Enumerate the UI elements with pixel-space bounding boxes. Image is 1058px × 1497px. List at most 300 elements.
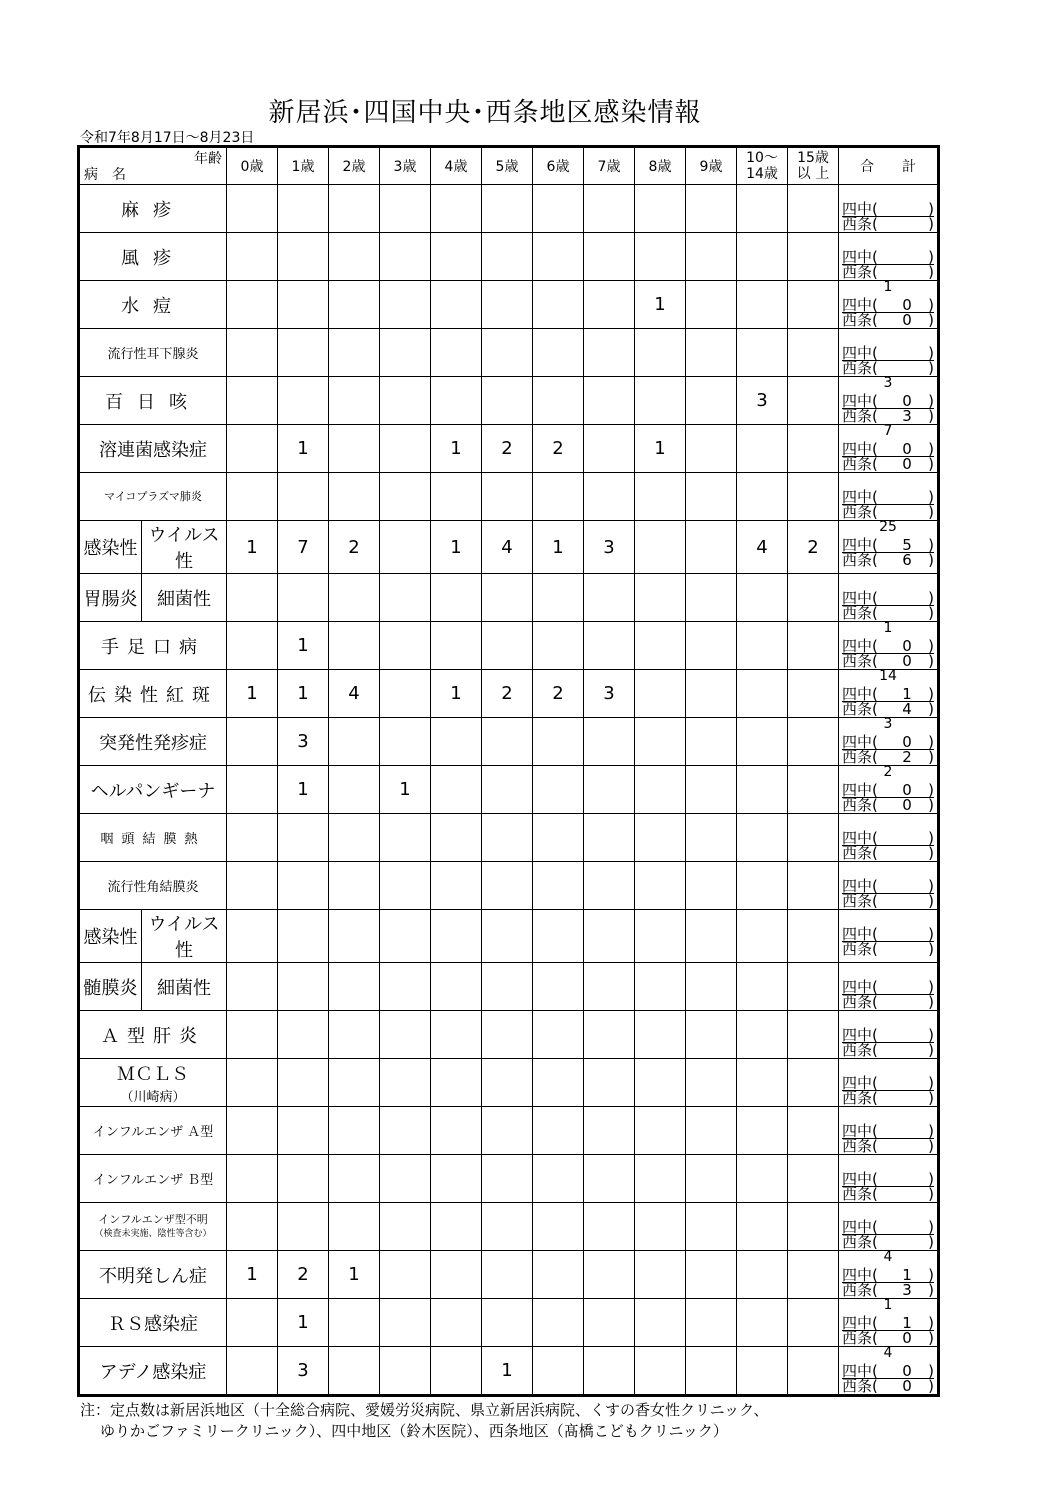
saijo-label: 西条(	[842, 359, 878, 377]
table-row	[79, 766, 939, 814]
count-cell: 1	[278, 766, 329, 814]
infection-table	[77, 145, 940, 1397]
count-cell	[431, 910, 482, 963]
count-cell	[635, 1251, 686, 1299]
shikoku-close: )	[928, 925, 934, 943]
saijo-close: )	[928, 1233, 934, 1251]
saijo-value: 3	[902, 1281, 912, 1299]
saijo-total	[842, 1041, 934, 1059]
count-cell	[737, 1155, 788, 1203]
saijo-close: )	[928, 892, 934, 910]
count-cell: 2	[482, 670, 533, 718]
total-cell	[839, 473, 939, 521]
table-row	[79, 670, 939, 718]
saijo-total	[842, 503, 934, 521]
saijo-label: 西条(	[842, 503, 878, 521]
total-cell	[839, 1059, 939, 1107]
table-row	[79, 574, 939, 622]
count-cell	[227, 377, 278, 425]
count-cell	[737, 329, 788, 377]
shikoku-close: )	[928, 1266, 934, 1284]
table-row	[79, 910, 939, 963]
age-3: 3歳	[380, 147, 431, 185]
count-cell	[431, 963, 482, 1011]
count-cell	[584, 766, 635, 814]
count-cell	[686, 670, 737, 718]
count-cell	[533, 281, 584, 329]
count-cell	[635, 1203, 686, 1251]
shikoku-close: )	[928, 1218, 934, 1236]
count-cell	[329, 281, 380, 329]
table-row	[79, 622, 939, 670]
saijo-close: )	[928, 604, 934, 622]
saijo-label: 西条(	[842, 796, 878, 814]
count-cell	[737, 281, 788, 329]
count-cell	[737, 814, 788, 862]
count-cell	[533, 862, 584, 910]
saijo-close: )	[928, 551, 934, 569]
header-row	[79, 147, 939, 185]
count-cell: 2	[788, 521, 839, 574]
count-cell: 2	[329, 521, 380, 574]
count-cell	[431, 1107, 482, 1155]
count-cell	[482, 862, 533, 910]
saijo-close: )	[928, 652, 934, 670]
saijo-total	[842, 311, 934, 329]
count-cell	[227, 1203, 278, 1251]
total-cell	[839, 233, 939, 281]
count-cell	[380, 185, 431, 233]
count-cell	[329, 1011, 380, 1059]
shikoku-close: )	[928, 488, 934, 506]
count-cell	[431, 766, 482, 814]
count-cell	[686, 1347, 737, 1396]
count-cell	[482, 910, 533, 963]
count-cell	[635, 1299, 686, 1347]
shikoku-label: 四中(	[842, 200, 878, 218]
disease-name: Ａ型肝炎	[79, 1011, 227, 1059]
count-cell	[737, 910, 788, 963]
saijo-close: )	[928, 455, 934, 473]
shikoku-close: )	[928, 829, 934, 847]
count-cell	[584, 233, 635, 281]
disease-group-label: 胃腸炎	[79, 574, 142, 622]
count-cell: 1	[635, 425, 686, 473]
count-cell	[431, 862, 482, 910]
age-1: 1歳	[278, 147, 329, 185]
saijo-label: 西条(	[842, 551, 878, 569]
count-cell	[686, 1107, 737, 1155]
saijo-total	[842, 1233, 934, 1251]
saijo-value: 3	[902, 407, 912, 425]
count-cell	[380, 1251, 431, 1299]
shikoku-value: 1	[902, 1314, 912, 1332]
count-cell	[737, 473, 788, 521]
count-cell	[278, 377, 329, 425]
count-cell	[686, 910, 737, 963]
count-cell	[329, 1299, 380, 1347]
saijo-label: 西条(	[842, 1089, 878, 1107]
count-cell: 3	[278, 1347, 329, 1396]
count-cell	[737, 233, 788, 281]
count-cell	[278, 1203, 329, 1251]
saijo-close: )	[928, 748, 934, 766]
saijo-total	[842, 748, 934, 766]
shikoku-label: 四中(	[842, 488, 878, 506]
shikoku-label: 四中(	[842, 925, 878, 943]
count-cell	[278, 1107, 329, 1155]
count-cell	[686, 1203, 737, 1251]
count-cell	[584, 1107, 635, 1155]
shikoku-label: 四中(	[842, 1218, 878, 1236]
count-cell	[584, 814, 635, 862]
count-cell	[533, 622, 584, 670]
disease-name	[79, 1203, 227, 1251]
total-cell	[839, 910, 939, 963]
disease-name: 手足口病	[79, 622, 227, 670]
disease-name: インフルエンザ Ａ型	[79, 1107, 227, 1155]
count-cell	[482, 622, 533, 670]
count-cell: 1	[278, 425, 329, 473]
total-cell	[839, 1299, 939, 1347]
count-cell	[635, 622, 686, 670]
shikoku-label: 四中(	[842, 1362, 878, 1380]
count-cell	[329, 1155, 380, 1203]
count-cell	[482, 1059, 533, 1107]
shikoku-value: 0	[902, 440, 912, 458]
count-cell	[227, 814, 278, 862]
saijo-close: )	[928, 796, 934, 814]
table-row	[79, 1059, 939, 1107]
count-cell	[686, 622, 737, 670]
count-cell	[329, 622, 380, 670]
count-cell	[278, 862, 329, 910]
count-cell	[431, 814, 482, 862]
report-period: 令和7年8月17日～8月23日	[80, 130, 255, 146]
total-cell	[839, 1347, 939, 1396]
table-row	[79, 1203, 939, 1251]
shikoku-value: 0	[902, 1362, 912, 1380]
shikoku-close: )	[928, 248, 934, 266]
count-cell	[431, 1155, 482, 1203]
count-cell	[431, 185, 482, 233]
count-cell	[635, 574, 686, 622]
count-cell	[788, 473, 839, 521]
saijo-label: 西条(	[842, 407, 878, 425]
count-cell	[227, 963, 278, 1011]
count-cell: 2	[482, 425, 533, 473]
count-cell	[278, 473, 329, 521]
saijo-value: 4	[902, 700, 912, 718]
count-cell	[686, 377, 737, 425]
count-cell	[686, 574, 737, 622]
saijo-label: 西条(	[842, 1137, 878, 1155]
age-2: 2歳	[329, 147, 380, 185]
count-cell	[686, 185, 737, 233]
saijo-close: )	[928, 1377, 934, 1395]
saijo-total	[842, 1281, 934, 1299]
count-cell	[227, 1107, 278, 1155]
count-cell: 4	[329, 670, 380, 718]
count-cell	[533, 1155, 584, 1203]
count-cell	[380, 521, 431, 574]
count-cell	[227, 718, 278, 766]
shikoku-label: 四中(	[842, 392, 878, 410]
shikoku-close: )	[928, 1026, 934, 1044]
disease-name: 不明発しん症	[79, 1251, 227, 1299]
saijo-label: 西条(	[842, 215, 878, 233]
count-cell	[380, 329, 431, 377]
count-cell	[788, 281, 839, 329]
count-cell	[533, 718, 584, 766]
table-row	[79, 281, 939, 329]
disease-name: マイコプラズマ肺炎	[79, 473, 227, 521]
count-cell: 4	[482, 521, 533, 574]
count-cell	[584, 1347, 635, 1396]
disease-name: 水痘	[79, 281, 227, 329]
count-cell: 1	[227, 670, 278, 718]
count-cell	[380, 862, 431, 910]
table-row	[79, 1107, 939, 1155]
count-cell: 4	[737, 521, 788, 574]
count-cell	[431, 1203, 482, 1251]
count-cell	[686, 814, 737, 862]
saijo-close: )	[928, 1281, 934, 1299]
count-cell	[635, 185, 686, 233]
total-cell	[839, 1011, 939, 1059]
count-cell	[737, 622, 788, 670]
total-cell	[839, 670, 939, 718]
count-cell	[533, 185, 584, 233]
count-cell: 1	[482, 1347, 533, 1396]
count-cell	[635, 1155, 686, 1203]
shikoku-label: 四中(	[842, 440, 878, 458]
count-cell	[227, 425, 278, 473]
disease-name-line2: （検査未実施、陰性等含む）	[94, 1228, 212, 1239]
shikoku-close: )	[928, 1314, 934, 1332]
count-cell	[635, 329, 686, 377]
saijo-total	[842, 892, 934, 910]
count-cell	[329, 185, 380, 233]
count-cell	[533, 329, 584, 377]
disease-group-label: 感染性	[79, 521, 142, 574]
age-label: 年齢	[194, 151, 222, 167]
shikoku-value: 5	[902, 536, 912, 554]
count-cell	[584, 910, 635, 963]
count-cell: 1	[329, 1251, 380, 1299]
count-cell	[227, 766, 278, 814]
disease-name: 溶連菌感染症	[79, 425, 227, 473]
table-row	[79, 425, 939, 473]
table-row	[79, 233, 939, 281]
count-cell	[482, 718, 533, 766]
shikoku-label: 四中(	[842, 877, 878, 895]
disease-name: ヘルパンギーナ	[79, 766, 227, 814]
count-cell	[686, 1155, 737, 1203]
count-cell	[584, 718, 635, 766]
total-cell	[839, 377, 939, 425]
count-cell	[482, 814, 533, 862]
count-cell	[788, 766, 839, 814]
count-cell	[686, 1299, 737, 1347]
saijo-close: )	[928, 503, 934, 521]
count-cell	[788, 1347, 839, 1396]
count-cell	[380, 1059, 431, 1107]
count-cell	[635, 670, 686, 718]
saijo-close: )	[928, 1329, 934, 1347]
saijo-label: 西条(	[842, 1233, 878, 1251]
saijo-close: )	[928, 263, 934, 281]
shikoku-close: )	[928, 1122, 934, 1140]
count-cell: 2	[533, 670, 584, 718]
count-cell	[533, 1299, 584, 1347]
count-cell	[329, 473, 380, 521]
footnote	[80, 1400, 769, 1442]
saijo-close: )	[928, 844, 934, 862]
age-10-14	[737, 147, 788, 185]
count-cell	[482, 766, 533, 814]
shikoku-close: )	[928, 392, 934, 410]
total-header: 合 計	[839, 147, 939, 185]
saijo-total	[842, 1185, 934, 1203]
saijo-value: 6	[902, 551, 912, 569]
count-cell	[686, 281, 737, 329]
count-cell	[533, 910, 584, 963]
count-cell	[686, 473, 737, 521]
count-cell	[227, 329, 278, 377]
table-row	[79, 1251, 939, 1299]
total-cell	[839, 963, 939, 1011]
saijo-close: )	[928, 1185, 934, 1203]
count-cell	[380, 1299, 431, 1347]
count-cell	[686, 329, 737, 377]
total-count: 14	[879, 669, 897, 684]
shikoku-close: )	[928, 877, 934, 895]
count-cell	[482, 1155, 533, 1203]
count-cell	[788, 670, 839, 718]
count-cell	[635, 814, 686, 862]
saijo-label: 西条(	[842, 1185, 878, 1203]
count-cell	[431, 1299, 482, 1347]
shikoku-label: 四中(	[842, 733, 878, 751]
count-cell	[380, 473, 431, 521]
total-cell	[839, 425, 939, 473]
disease-name-line1: インフルエンザ型不明	[98, 1212, 208, 1226]
shikoku-close: )	[928, 685, 934, 703]
saijo-label: 西条(	[842, 844, 878, 862]
count-cell	[329, 574, 380, 622]
disease-name: ＲＳ感染症	[79, 1299, 227, 1347]
table-row	[79, 1299, 939, 1347]
count-cell	[227, 473, 278, 521]
count-cell	[227, 622, 278, 670]
count-cell	[482, 233, 533, 281]
saijo-label: 西条(	[842, 748, 878, 766]
count-cell	[431, 281, 482, 329]
saijo-total	[842, 652, 934, 670]
count-cell	[788, 1107, 839, 1155]
count-cell	[380, 377, 431, 425]
count-cell	[788, 1155, 839, 1203]
total-count: 1	[883, 621, 893, 636]
shikoku-label: 四中(	[842, 781, 878, 799]
count-cell	[737, 574, 788, 622]
saijo-close: )	[928, 407, 934, 425]
count-cell	[584, 1203, 635, 1251]
count-cell: 1	[431, 425, 482, 473]
count-cell	[380, 670, 431, 718]
count-cell: 3	[584, 670, 635, 718]
disease-name: 百日咳	[79, 377, 227, 425]
count-cell	[737, 1299, 788, 1347]
shikoku-label: 四中(	[842, 1170, 878, 1188]
count-cell	[482, 377, 533, 425]
table-row	[79, 185, 939, 233]
count-cell	[584, 281, 635, 329]
age-4: 4歳	[431, 147, 482, 185]
count-cell	[278, 233, 329, 281]
count-cell	[329, 963, 380, 1011]
count-cell	[380, 814, 431, 862]
disease-name-line2: （川崎病）	[120, 1090, 186, 1105]
count-cell	[635, 377, 686, 425]
count-cell	[788, 1251, 839, 1299]
shikoku-label: 四中(	[842, 829, 878, 847]
count-cell	[482, 1299, 533, 1347]
saijo-close: )	[928, 1089, 934, 1107]
count-cell	[737, 425, 788, 473]
count-cell	[482, 281, 533, 329]
total-cell	[839, 766, 939, 814]
shikoku-label: 四中(	[842, 637, 878, 655]
count-cell	[584, 1155, 635, 1203]
count-cell	[380, 425, 431, 473]
count-cell: 2	[278, 1251, 329, 1299]
saijo-total	[842, 940, 934, 958]
count-cell	[227, 281, 278, 329]
count-cell	[788, 622, 839, 670]
total-count: 4	[883, 1346, 893, 1361]
disease-name: インフルエンザ Ｂ型	[79, 1155, 227, 1203]
age-0: 0歳	[227, 147, 278, 185]
disease-subtype: ウイルス性	[142, 910, 227, 963]
count-cell	[482, 1251, 533, 1299]
count-cell	[584, 377, 635, 425]
count-cell	[431, 233, 482, 281]
count-cell	[533, 233, 584, 281]
age-7: 7歳	[584, 147, 635, 185]
saijo-close: )	[928, 700, 934, 718]
count-cell	[533, 1059, 584, 1107]
saijo-value: 0	[902, 1377, 912, 1395]
shikoku-close: )	[928, 344, 934, 362]
shikoku-value: 1	[902, 685, 912, 703]
count-cell	[635, 473, 686, 521]
count-cell	[380, 574, 431, 622]
total-count: 1	[883, 1298, 893, 1313]
table-row	[79, 814, 939, 862]
count-cell	[584, 1011, 635, 1059]
count-cell	[788, 1299, 839, 1347]
age-10-14-line1: 10～	[746, 150, 778, 166]
count-cell	[635, 862, 686, 910]
shikoku-label: 四中(	[842, 296, 878, 314]
shikoku-value: 1	[902, 1266, 912, 1284]
count-cell	[635, 521, 686, 574]
saijo-value: 0	[902, 796, 912, 814]
saijo-close: )	[928, 993, 934, 1011]
count-cell: 7	[278, 521, 329, 574]
